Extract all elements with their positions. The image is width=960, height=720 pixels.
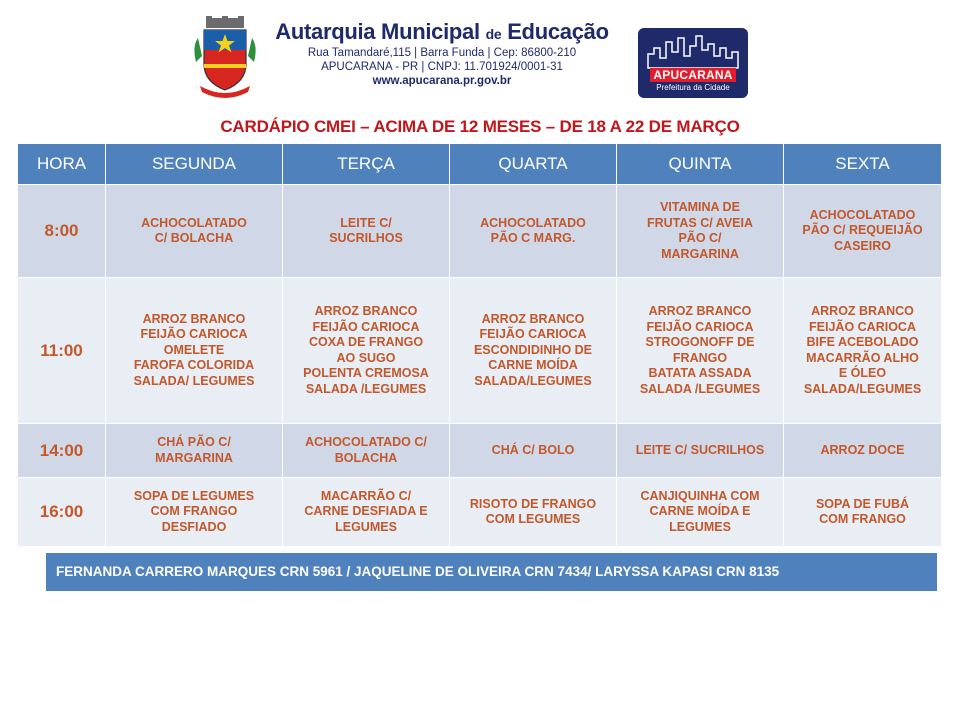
letterhead bbox=[186, 14, 750, 104]
municipal-crest-logo bbox=[192, 16, 258, 100]
meal-cell: ACHOCOLATADO PÃO C MARG. bbox=[450, 185, 617, 278]
meal-cell: ACHOCOLATADO C/ BOLACHA bbox=[106, 185, 283, 278]
org-name-part: Autarquia Municipal bbox=[275, 19, 480, 44]
meal-cell: ARROZ BRANCO FEIJÃO CARIOCA OMELETE FAROFA COLORIDA SALADA/ LEGUMES bbox=[106, 278, 283, 424]
org-address: Rua Tamandaré,115 | Barra Funda | Cep: 86800-210 bbox=[307, 47, 577, 59]
table-row bbox=[18, 278, 942, 424]
meal-cell: ARROZ BRANCO FEIJÃO CARIOCA COXA DE FRANGO AO SUGO POLENTA CREMOSA SALADA /LEGUMES bbox=[283, 278, 450, 424]
meal-cell: ARROZ BRANCO FEIJÃO CARIOCA ESCONDIDINHO DE CARNE MOÍDA SALADA/LEGUMES bbox=[450, 278, 617, 424]
time-cell: 14:00 bbox=[18, 424, 106, 478]
table-header-row bbox=[18, 144, 942, 185]
meal-cell: SOPA DE LEGUMES COM FRANGO DESFIADO bbox=[106, 478, 283, 547]
meal-cell: CHÁ C/ BOLO bbox=[450, 424, 617, 478]
meal-cell: ARROZ DOCE bbox=[784, 424, 942, 478]
meal-cell: LEITE C/ SUCRILHOS bbox=[283, 185, 450, 278]
table-row bbox=[18, 185, 942, 278]
meal-cell: LEITE C/ SUCRILHOS bbox=[617, 424, 784, 478]
header-quinta: QUINTA bbox=[617, 144, 784, 185]
meal-cell: ACHOCOLATADO C/ BOLACHA bbox=[283, 424, 450, 478]
header-hora: HORA bbox=[18, 144, 106, 185]
city-hall-logo bbox=[638, 28, 748, 98]
meal-cell: ACHOCOLATADO PÃO C/ REQUEIJÃO CASEIRO bbox=[784, 185, 942, 278]
city-logo-name bbox=[638, 68, 748, 82]
menu-title: CARDÁPIO CMEI – ACIMA DE 12 MESES – DE 18 A 22 DE MARÇO bbox=[220, 117, 740, 136]
org-name bbox=[272, 20, 612, 46]
time-cell: 11:00 bbox=[18, 278, 106, 424]
meal-cell: RISOTO DE FRANGO COM LEGUMES bbox=[450, 478, 617, 547]
meal-cell: CANJIQUINHA COM CARNE MOÍDA E LEGUMES bbox=[617, 478, 784, 547]
time-cell: 16:00 bbox=[18, 478, 106, 547]
meal-cell: MACARRÃO C/ CARNE DESFIADA E LEGUMES bbox=[283, 478, 450, 547]
meal-cell: ARROZ BRANCO FEIJÃO CARIOCA BIFE ACEBOLADO MACARRÃO ALHO E ÓLEO SALADA/LEGUMES bbox=[784, 278, 942, 424]
meal-cell: CHÁ PÃO C/ MARGARINA bbox=[106, 424, 283, 478]
skyline-icon bbox=[638, 28, 748, 72]
org-name-connector: de bbox=[485, 26, 502, 42]
header-segunda: SEGUNDA bbox=[106, 144, 283, 185]
org-name-end: Educação bbox=[507, 19, 609, 44]
time-cell: 8:00 bbox=[18, 185, 106, 278]
org-city-cnpj: APUCARANA - PR | CNPJ: 11.701924/0001-31 bbox=[321, 61, 563, 73]
menu-table bbox=[17, 143, 942, 547]
org-website: www.apucarana.pr.gov.br bbox=[372, 75, 512, 87]
city-logo-subtitle: Prefeitura da Cidade bbox=[656, 83, 730, 92]
table-row bbox=[18, 478, 942, 547]
meal-cell: VITAMINA DE FRUTAS C/ AVEIA PÃO C/ MARGARINA bbox=[617, 185, 784, 278]
header-quarta: QUARTA bbox=[450, 144, 617, 185]
nutritionists-credit: FERNANDA CARRERO MARQUES CRN 5961 / JAQUELINE DE OLIVEIRA CRN 7434/ LARYSSA KAPASI CRN 8135 bbox=[46, 553, 937, 591]
header-terca: TERÇA bbox=[283, 144, 450, 185]
meal-cell: SOPA DE FUBÁ COM FRANGO bbox=[784, 478, 942, 547]
city-logo-name-text: APUCARANA bbox=[650, 68, 735, 82]
table-row bbox=[18, 424, 942, 478]
org-text-block bbox=[272, 20, 612, 88]
header-sexta: SEXTA bbox=[784, 144, 942, 185]
meal-cell: ARROZ BRANCO FEIJÃO CARIOCA STROGONOFF DE FRANGO BATATA ASSADA SALADA /LEGUMES bbox=[617, 278, 784, 424]
